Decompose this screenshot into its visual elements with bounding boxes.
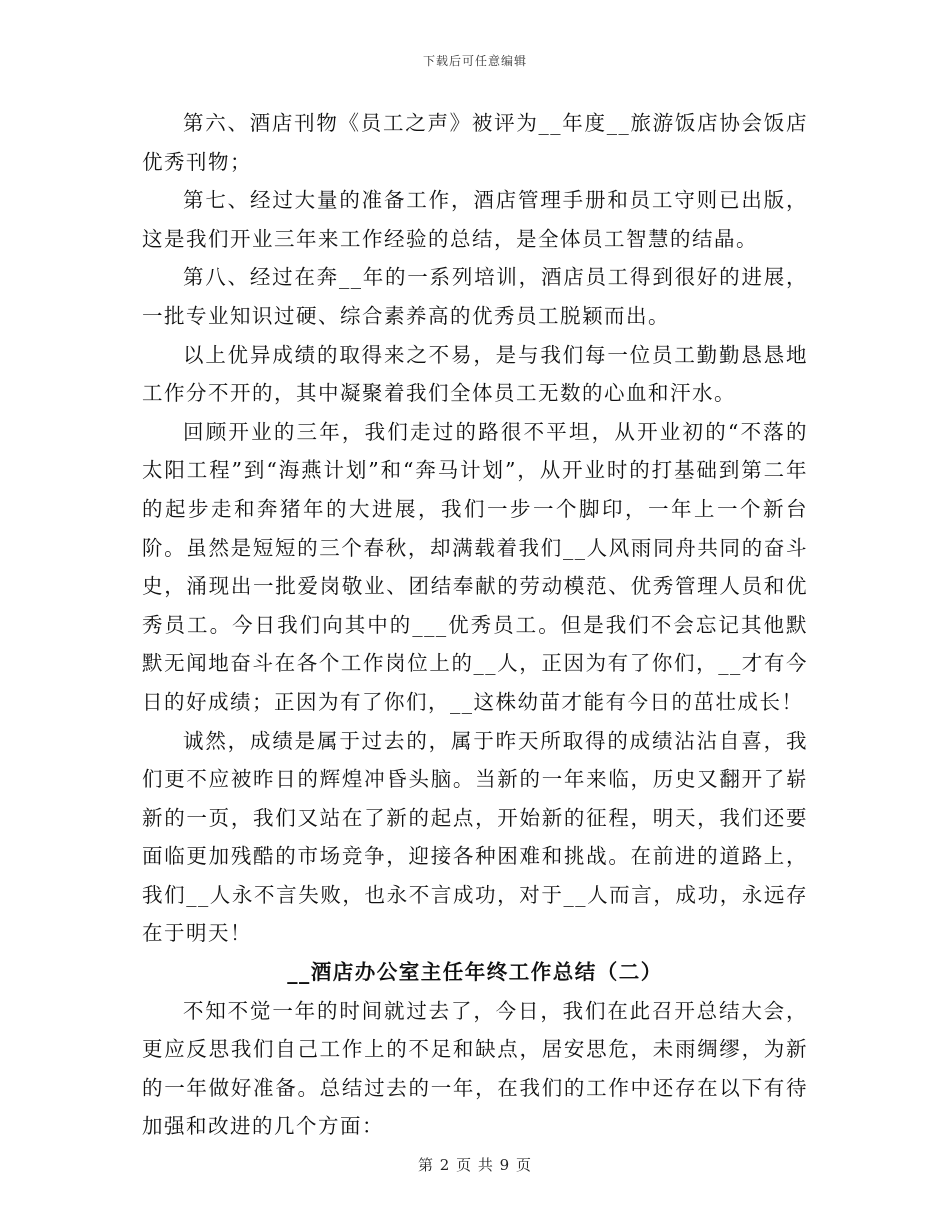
page-header: 下载后可任意编辑 [422, 54, 527, 68]
paragraph-intro: 不知不觉一年的时间就过去了，今日，我们在此召开总结大会，更应反思我们自己工作上的不足和缺点，居安思危，未雨绸缪，为新的一年做好准备。总结过去的一年，在我们的工作中还存在以下有待加强和改进的几个方面： [142, 998, 808, 1139]
section-title: __酒店办公室主任年终工作总结（二） [287, 960, 663, 985]
page-number: 第 2 页 共 9 页 [418, 1156, 532, 1174]
paragraph-item-6: 第六、酒店刊物《员工之声》被评为__年度__旅游饭店协会饭店优秀刊物； [142, 111, 808, 174]
paragraph-item-8: 第八、经过在奔__年的一系列培训，酒店员工得到很好的进展，一批专业知识过硬、综合素养高的优秀员工脱颖而出。 [142, 265, 808, 328]
paragraph-outlook: 诚然，成绩是属于过去的，属于昨天所取得的成绩沾沾自喜，我们更不应被昨日的辉煌冲昏头脑。当新的一年来临，历史又翻开了崭新的一页，我们又站在了新的起点，开始新的征程，明天，我们还要面临更加残酷的市场竞争，迎接各种困难和挑战。在前进的道路上，我们__人永不言失败，也永不言成功，对于__人而言，成功，永远存在于明天！ [142, 728, 808, 946]
paragraph-summary: 以上优异成绩的取得来之不易，是与我们每一位员工勤勤恳恳地工作分不开的，其中凝聚着我们全体员工无数的心血和汗水。 [142, 342, 808, 406]
paragraph-review: 回顾开业的三年，我们走过的路很不平坦，从开业初的“不落的太阳工程”到“海燕计划”和“奔马计划”，从开业时的打基础到第二年的起步走和奔猪年的大进展，我们一步一个脚印，一年上一个新台阶。虽然是短短的三个春秋，却满载着我们__人风雨同舟共同的奋斗史，涌现出一批爱岗敬业、团结奉献的劳动模范、优秀管理人员和优秀员工。今日我们向其中的___优秀员工。但是我们不会忘记其他默默无闻地奋斗在各个工作岗位上的__人，正因为有了你们，__才有今日的好成绩；正因为有了你们，__这株幼苗才能有今日的茁壮成长！ [142, 419, 808, 714]
document-body [142, 104, 808, 1146]
paragraph-item-7: 第七、经过大量的准备工作，酒店管理手册和员工守则已出版，这是我们开业三年来工作经验的总结，是全体员工智慧的结晶。 [142, 188, 808, 251]
